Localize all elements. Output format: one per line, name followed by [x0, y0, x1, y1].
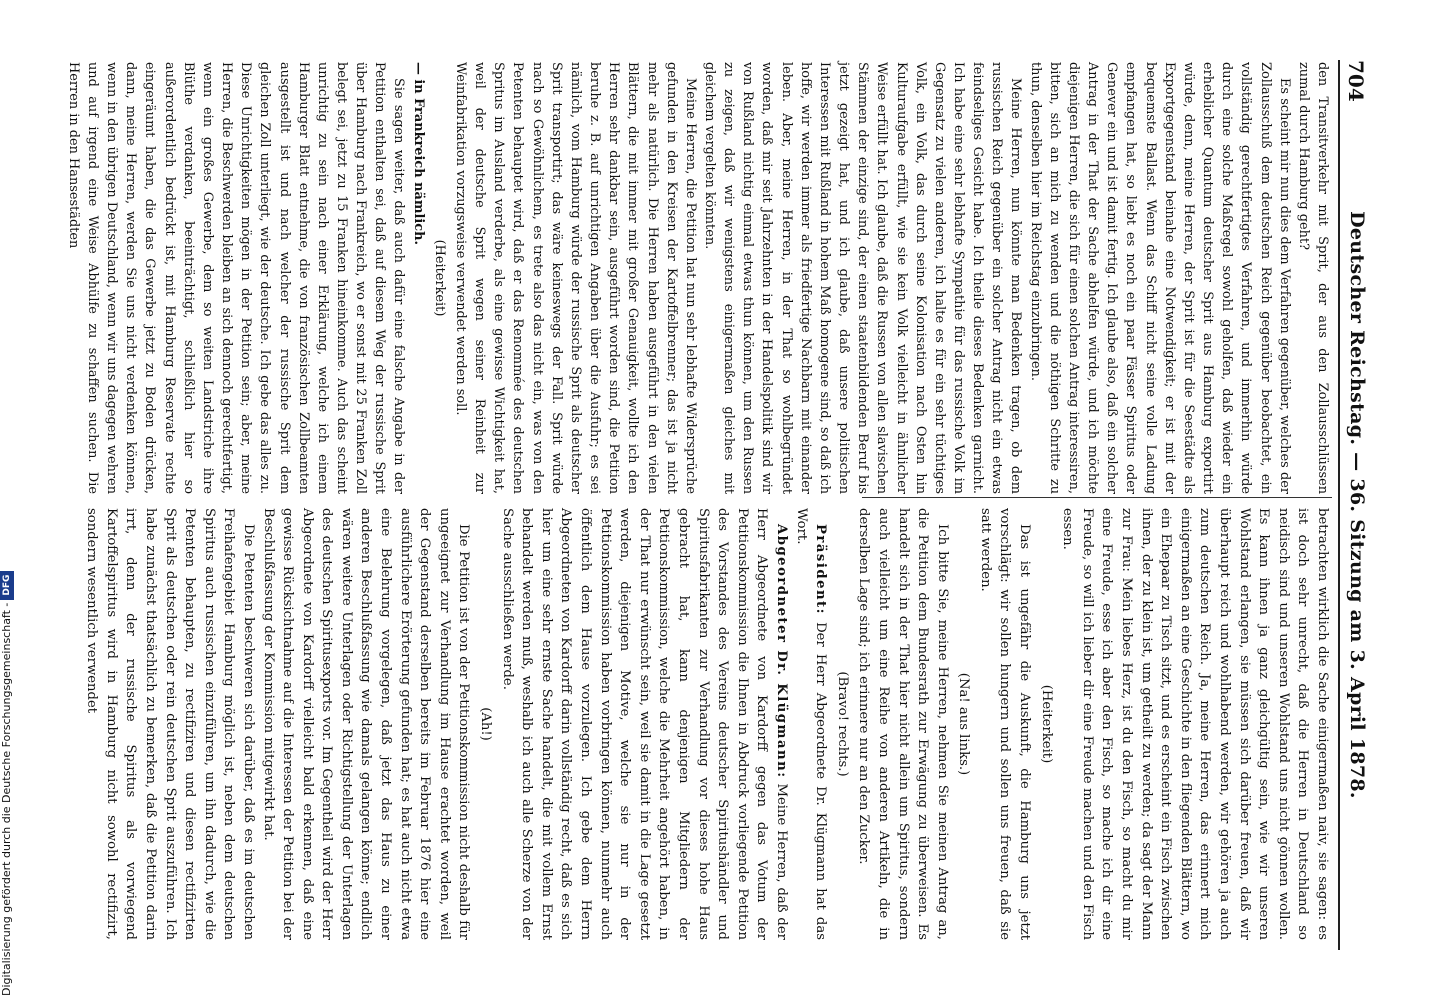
speaker-paragraph [497, 508, 791, 940]
paragraph: Es scheint mir nun dies dem Verfahren gegenüber, welches der Zollausschuß dem deutschen Reich gegenüber beobachtet, ein vollständig gerechtfertigtes Verfahren, und immerhin würde durch eine solche Maßregel sowohl geholfen, daß wieder ein erheblicher Quantum deutscher Sprit aus Hamburg exportirt würde, denn, meine Herren, der Sprit ist für die Seestädte als Exportgegenstand beinahe eine Notwendigkeit; er ist mit der bequemste Ballast. Wenn das Schiff nicht seine volle Ladung empfangen hat, so liebt es noch ein paar Fässer Spiritus oder Genever ein und ist damit fertig. Ich glaube also, daß ein solcher Antrag in der That der Sache abhelfen würde, und ich möchte diejenigen Herren, die sich für einen solchen Antrag interessiren, bitten, sich an mich zu wenden und die nöthigen Schritte zu thun, denselben hier im Reichstag einzubringen. [1027, 62, 1292, 494]
paragraph: Meine Herren, die Petition hat nun sehr lebhafte Widersprüche gefunden in den Kreisen der Kartoffelbrenner; das ist ja nicht mehr als natürlich. Die Herren haben ausgeführt in den vielen Blättern, die mit immer mit großer Genauigkeit, wollte ich den Herren sehr dankbar sein, ausgeführt worden sind, die Petition beruhe z. B. auf unrichtigen Angaben über die Ausfuhr; es sei nämlich, vom Hamburg würde der russische Sprit als deutscher Sprit transportirt; das wäre keineswegs der Fall. Sprit würde nach so Gewöhnlichem, es trete also das nicht ein, was von den Petenten behauptet wird, daß er das Renommée des deutschen Spritus im Ausland verderbe, als eine gewisse Wichtigkeit hat, weil der deutsche Sprit wegen seiner Reinheit zur Weinfabrikation vorzugsweise verwendet werden soll. [452, 62, 698, 494]
left-column [64, 62, 1332, 494]
column-divider [862, 497, 1332, 498]
paragraph: betrachten wirklich die Sache einigermaßen naiv, sie sagen: es ist doch sehr unrecht, daß die Herren in Deutschland so neidisch sind und unseren Wohlstand uns nicht gönnen wollen. Es kann ihnen ja ganz gleichgültig sein, wie wir unseren Wohlstand erlangen, sie müssen sich darüber freuen, daß wir überhaupt reich und wohlhabend werden, wir gehören ja auch zum deutschen Reich. Ja, meine Herren, das erinnert mich einigermaßen an eine Geschichte in den fliegenden Blättern, wo ein Ehepaar zu Tisch sitzt, und es erscheint ein Fisch zwischen ihnen, der zu klein ist, um getheilt zu werden; da sagt der Mann zur Frau: Mein liebes Herz, ist du den Fisch, so macht du mir eine Freude, esse ich aber den Fisch, so mache ich dir eine Freude, so will ich lieber dir eine Freude machen und den Fisch essen. [1060, 508, 1330, 940]
paragraph: Meine Herren, nun könnte man Bedenken tragen, ob dem russischen Reich gegenüber ein solcher Antrag nicht ein etwas feindseliges Gesicht habe. Ich theile dieses Bedenken garnicht. Ich habe eine sehr lebhafte Sympathie für das russische Volk im Gegensatz zu vielen anderen, ich halte es für ein sehr tüchtiges Volk, ein Volk, das durch seine Kolonisation nach Osten hin Kulturaufgabe erfüllt, wie sie kein Volk vielleicht in ähnlicher Weise erfüllt hat. Ich glaube, daß die Russen von allen slavischen Stämmen der einzige sind, der einen staatenbildenden Beruf bis jetzt gezeigt hat, und ich glaube, daß unsere politischen Interessen mit Rußland in hohem Maß homogene sind, so daß ich hoffe, wir werden immer als friedfertige Nachbarn mit einander leben. Aber, meine Herren, in der That so wohlbegründet worden, daß mir seit Jahrzehnten in der Handelspolitik sind wir von Rußland nichtig einmal etwas thun können, um den Russen zu zeigen, daß wir wenigstens einigermaßen gleiches mit gleichem vergelten könnten. [702, 62, 1024, 494]
running-head: Deutscher Reichstag. — 36. Sitzung am 3. April 1878. [1346, 211, 1368, 799]
parenthetical: (Heiterkeit) [431, 239, 447, 317]
paragraph: Das ist ungefähr die Auskunft, die Hamburg uns jetzt vorschlägt: wir sollen hungern und sollen uns freuen, daß sie satt werden. [977, 508, 1033, 940]
parenthetical: (Na! aus links.) [956, 672, 972, 776]
president-paragraph [791, 508, 830, 940]
credit-text: Digitalisierung gefördert durch die Deutsche Forschungsgemeinschaft - [0, 602, 13, 996]
page-number: 704 [1344, 60, 1368, 102]
speaker-label: Abgeordneter Dr. Klügmann: [773, 524, 789, 779]
paragraph: Die Petenten beschweren sich darüber, daß es im deutschen Freihafengebiet Hamburg möglich ist, neben dem deutschen Spiritus auch russischen einzuführen, um ihn dadurch, wie die Petenten behaupten, zu rectifiziren und diesen rectifizirten Sprit als deutschen oder rein deutschen Sprit auszuführen. Ich habe zunächst thatsächlich zu bemerken, daß die Petition darin irrt, denn der russische Spiritus als vorwiegend Kartoffelspiritus wird in Hamburg nicht sowohl rectifizirt, sondern wesentlich verwendet [84, 508, 256, 940]
paragraph: Die Petition ist von der Petitionskommission nicht deshalb für ungeeignet zur Verhandlung im Hause erachtet worden, weil der Gegenstand derselben bereits im Februar 1876 hier eine ausführlichere Erörterung gefunden hat; es hat auch nicht etwa eine Belehrung vorgelegen, daß jetzt das Haus zu einer anderen Beschlußfassung wie damals gelangen könne; endlich wären weitere Unterlagen oder Richtigstellung der Unterlagen des deutschen Spiritusexports vor. Im Gegentheil wird der Herr Abgeordnete von Kardorff vielleicht bald erkennen, daß eine gewisse Rücksichtnahme auf die Interessen der Petition bei der Beschlußfassung der Kommission mitgewirkt hat. [260, 508, 472, 940]
section-heading: — in Frankreich nämlich. [410, 62, 426, 245]
president-label: Präsident: [813, 524, 829, 616]
page-header [1338, 60, 1370, 950]
parenthetical: (Heiterkeit) [1038, 684, 1054, 764]
speaker-text: Meine Herren, daß der Herr Abgeordnete von Kardorff gegen das Votum der Petitionskommission die Ihnen in Abdruck vorliegende Petition des Vorstandes des Vereins deutscher Spiritushändler und Spiritusfabrikanten zur Verhandlung vor dieses hohe Haus gebracht hat, kann denjenigen Mitgliedern der Petitionskommission, welche die Mehrheit angehört haben, in der That nur erwünscht sein, weil sie damit in die Lage gesetzt werden, diejenigen Motive, welche sie nur in der Petitionskommission haben vorbringen können, nunmehr auch öffentlich dem Hause vorzulegen. Ich gebe dem Herrn Abgeordneten von Kardorff darin vollständig recht, daß es sich hier um eine sehr ernste Sache handelt, die mit vollem Ernst behandelt werden muß, weshalb ich auch alle Scherze von der Sache ausschließen werde. [499, 508, 789, 940]
paragraph: Ich bitte Sie, meine Herren, nehmen Sie meinen Antrag an, die Petition dem Bundesrath zur Erwägung zu überweisen. Es handelt sich in der That hier nicht allein um Spiritus, sondern auch vielleicht um eine Reihe von anderen Artikeln, die in derselben Lage sind; ich erinnere nur an den Zucker. [856, 508, 950, 940]
parenthetical: (Ah!) [478, 707, 494, 741]
parenthetical: (Bravo! rechts.) [834, 671, 850, 777]
digitization-credit [0, 571, 14, 996]
paragraph: den Transitverkehr mit Sprit, der aus den Zollausschlüssen zumal durch Hamburg geht? [1295, 62, 1330, 494]
president-text: Der Herr Abgeordnete Dr. Klügmann hat das Wort. [793, 508, 829, 940]
paragraph: Sie sagen weiter, daß auch dafür eine falsche Angabe in der Petition enthalten sei, daß auf diesem Weg der russische Sprit über Hamburg nach Frankreich, wo er sonst mit 25 Franken Zoll belegt sei, jetzt zu 15 Franken hineinkomme. Auch das scheint unrichtig zu sein nach einer Erklärung, welche ich einem Hamburger Blatt entnehme, die von französischen Zollbeamten ausgestellt ist und nach welcher der russische Sprit dem gleichen Zoll unterliegt, wie der deutsche. Ich gebe das alles zu. Diese Unrichtigkeiten mögen in der Petition sein; aber, meine Herren, die Beschwerden bleiben an sich dennoch gerechtfertigt, wenn ein großes Gewerbe, dem so weiten Landstriche ihre Blüthe verdanken, beeinträchtigt, schließlich hier so außerordentlich bedrückt ist, mit Hamburg Reservate rechte eingeräumt haben, die das Gewerbe jetzt zu Boden drücken, dann, meine Herren, werden Sie uns nicht verdenken können, wenn in den übrigen Deutschland, wenn wir uns dagegen wehren und auf irgend eine Weise Abhülfe zu schaffen suchen. Die Herren in den Hansestädten [65, 62, 407, 494]
dfg-logo: DFG [0, 571, 14, 600]
right-column [82, 508, 1332, 940]
